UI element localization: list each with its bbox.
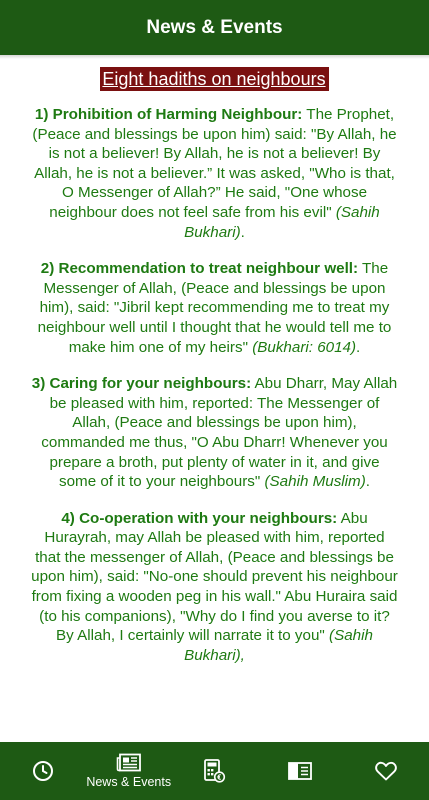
nav-item-prayer-times[interactable] — [0, 742, 86, 800]
hadith-title: 3) Caring for your neighbours: — [31, 375, 252, 393]
hadith-source: (Sahih Bukhari), — [184, 627, 373, 664]
nav-item-news-events[interactable] — [86, 742, 172, 800]
hadith-paragraph — [30, 509, 399, 666]
heart-icon — [374, 760, 398, 782]
calculator-icon — [202, 758, 226, 784]
hadith-punct: . — [240, 223, 245, 241]
clock-icon — [31, 759, 55, 783]
article-content[interactable] — [0, 60, 429, 742]
hadith-paragraph — [30, 374, 399, 492]
hadith-text: Abu Dharr, May Allah be pleased with him, reported: The Messenger of Allah, (Peace and blessings be upon him), commanded me thus, "O Abu Dharr! Whenever you prepare a broth, put plenty of water in it, and give some of it to your neighbours" — [41, 375, 398, 491]
hadith-source: (Sahih Bukhari) — [184, 203, 380, 241]
app-bar-title: News & Events — [146, 16, 283, 38]
bottom-navigation — [0, 742, 429, 800]
nav-item-calculator[interactable] — [172, 742, 258, 800]
book-icon — [287, 760, 313, 782]
app-bar — [0, 0, 429, 55]
hadith-text: The Messenger of Allah, (Peace and blessings be upon him), said: "Jibril kept recommending me to treat my neighbour well until I thought that he would tell me to make him one of my heirs" — [37, 260, 392, 356]
hadith-text: The Prophet, (Peace and blessings be upon him) said: "By Allah, he is not a believer! By Allah, he is not a believer! By Allah, he is not a believer.” It was asked, "Who is that, O Messenger of Allah?” He said, "One whose neighbour does not feel safe from his evil" — [32, 106, 397, 221]
newspaper-icon — [116, 753, 142, 773]
article-heading: Eight hadiths on neighbours — [100, 67, 328, 91]
hadith-title: 2) Recommendation to treat neighbour well: — [40, 260, 359, 278]
hadith-text: Abu Hurayrah, may Allah be pleased with him, reported that the messenger of Allah, (Peace and blessings be upon him), said: "No-one should prevent his neighbour from fixing a wooden peg in his wall." Abu Huraira said (to his companions), "Why do I find you averse to it? By Allah, I certainly will narrate it to you" — [31, 509, 398, 645]
app-bar-shadow — [0, 55, 429, 59]
hadith-source: (Bukhari: 6014) — [252, 338, 357, 356]
hadith-paragraph — [30, 105, 399, 242]
hadith-title: 1) Prohibition of Harming Neighbour: — [34, 106, 303, 123]
hadith-punct: . — [356, 338, 361, 356]
hadith-paragraph — [30, 259, 399, 357]
hadith-title: 4) Co-operation with your neighbours: — [61, 509, 338, 527]
hadith-punct: . — [365, 473, 370, 491]
hadith-source: (Sahih Muslim) — [264, 473, 366, 491]
nav-item-favourites[interactable] — [343, 742, 429, 800]
nav-item-label: News & Events — [86, 775, 172, 789]
nav-item-library[interactable] — [257, 742, 343, 800]
